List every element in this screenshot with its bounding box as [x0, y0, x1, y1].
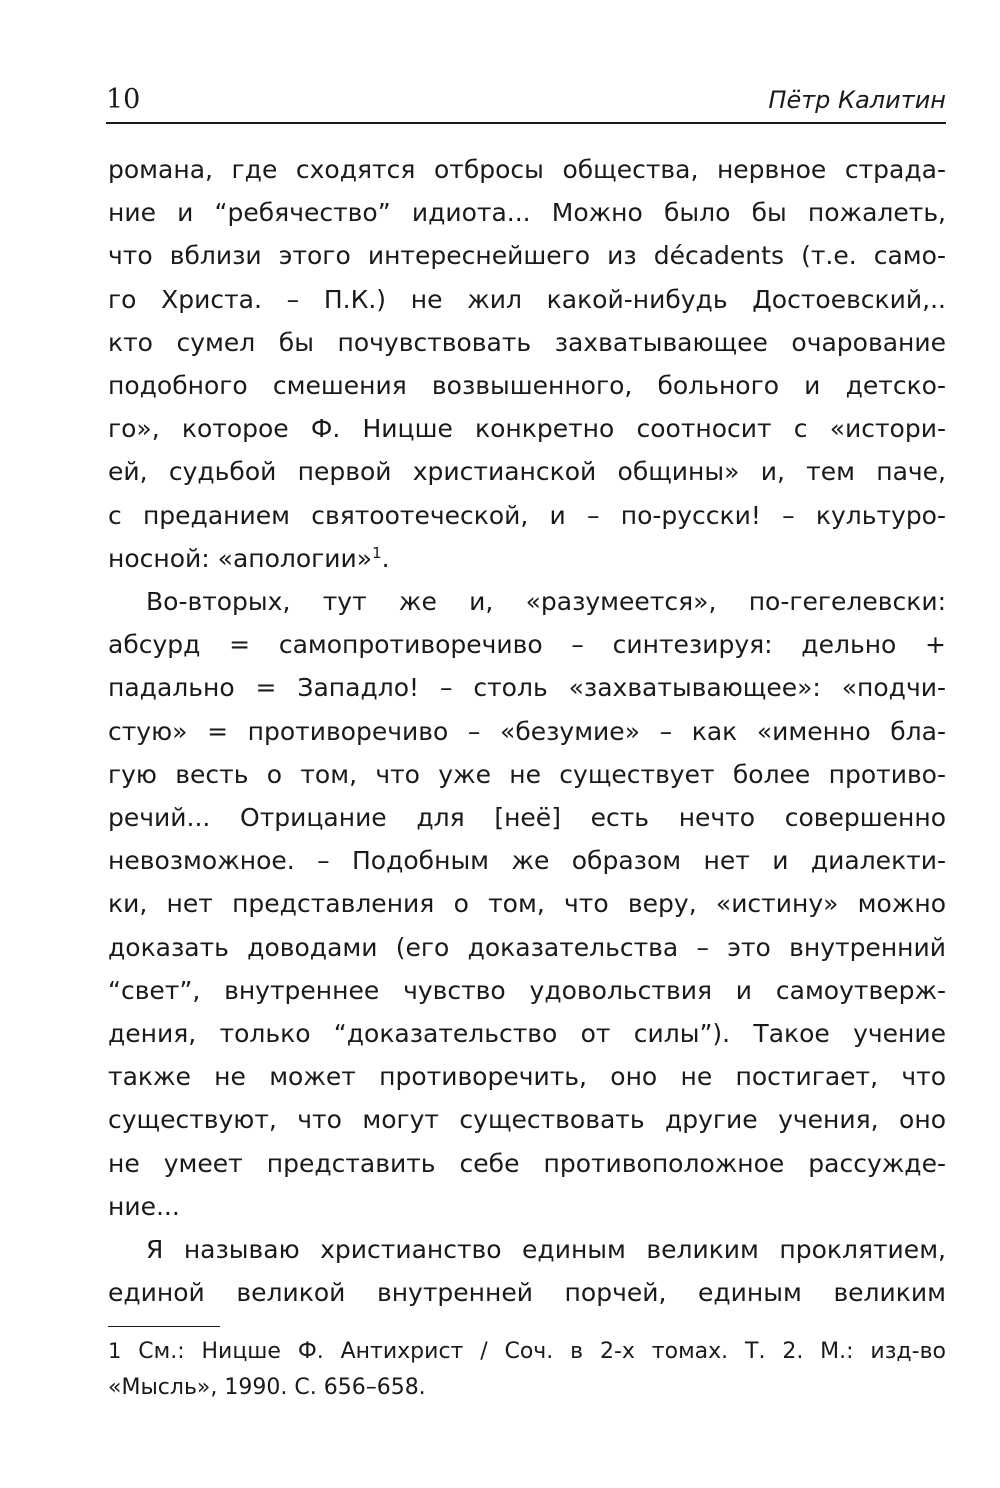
running-author: Пётр Калитин	[768, 86, 946, 114]
text-line: речий... Отрицание для [неё] есть нечто совершенно	[108, 803, 946, 833]
text-line: подобного смешения возвышенного, больного и детско-	[108, 371, 946, 401]
text-line: го Христа. – П.К.) не жил какой-нибудь Достоевский,..	[108, 284, 946, 314]
text-line: Во-вторых, тут же и, «разумеется», по-гегелевски:	[146, 587, 946, 617]
text-line: романа, где сходятся отбросы общества, нервное страда-	[108, 155, 946, 184]
running-head	[106, 78, 946, 124]
text-line: с преданием святоотеческой, и – по-русски! – культуро-	[108, 500, 946, 530]
footnote-text: «Мысль», 1990. С. 656–658.	[108, 1375, 426, 1400]
text-line: гую весть о том, что уже не существует более противо-	[108, 759, 946, 789]
footnote-reference[interactable]: 1	[372, 543, 382, 562]
footnotes	[108, 1333, 946, 1406]
text-line: абсурд = самопротиворечиво – синтезируя: дельно +	[108, 630, 946, 660]
text-line: дения, только “доказательство от силы”). Такое учение	[108, 1019, 946, 1049]
footnote-rule	[108, 1326, 220, 1327]
text-line: ки, нет представления о том, что веру, «истину» можно	[108, 889, 946, 919]
paragraph-3	[108, 1228, 946, 1314]
body-text	[108, 148, 946, 1314]
text-line: падально = Западло! – столь «захватывающее»: «подчи-	[108, 673, 946, 703]
text-line: стую» = противоречиво – «безумие» – как «именно бла-	[108, 716, 946, 746]
footnote-text: См.: Ницше Ф. Антихрист / Соч. в 2-х томах. Т. 2. М.: изд-во	[138, 1339, 947, 1364]
text-line: ние и “ребячество” идиота... Можно было бы пожалеть,	[108, 198, 946, 228]
text-line: “свет”, внутреннее чувство удовольствия и самоутверж-	[108, 975, 946, 1005]
text-line: ей, судьбой первой христианской общины» и, тем паче,	[108, 457, 946, 487]
footnote-line-1	[108, 1333, 946, 1370]
paragraph-1	[108, 148, 946, 580]
text-line: го», которое Ф. Ницше конкретно соотносит с «истори-	[108, 414, 946, 444]
text-line: существуют, что могут существовать другие учения, оно	[108, 1105, 946, 1135]
text-line-with-footnote: носной: «апологии»$^1$.	[108, 543, 390, 573]
text-line: что вблизи этого интереснейшего из décadents (т.е. само-	[108, 241, 946, 271]
paragraph-2	[108, 580, 946, 1228]
text-line: не умеет представить себе противоположное рассужде-	[108, 1148, 946, 1178]
text-line: Я называю христианство единым великим проклятием,	[146, 1235, 946, 1265]
text-line: единой великой внутренней порчей, единым великим	[108, 1278, 946, 1308]
text-line: носной: «апологии»	[108, 543, 373, 573]
text-line: ние...	[108, 1191, 180, 1221]
text-line: доказать доводами (его доказательства – это внутренний	[108, 932, 946, 962]
footnote-mark: 1	[108, 1339, 122, 1363]
text-line: кто сумел бы почувствовать захватывающее очарование	[108, 327, 946, 357]
text-line: также не может противоречить, оно не постигает, что	[108, 1062, 946, 1092]
text-line: невозможное. – Подобным же образом нет и диалекти-	[108, 846, 946, 876]
page-number: 10	[106, 84, 141, 115]
